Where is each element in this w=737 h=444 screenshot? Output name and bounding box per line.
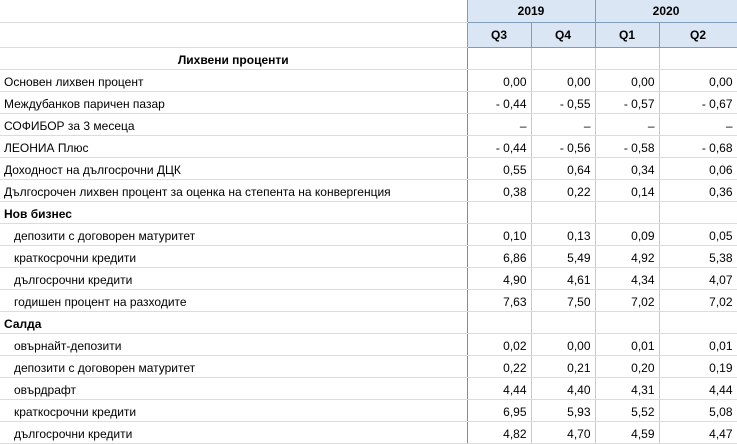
table-row (0, 267, 737, 289)
table-row (0, 113, 737, 135)
row-label: овърдрафт (0, 377, 467, 399)
row-label: краткосрочни кредити (0, 399, 467, 421)
value-cell: 0,22 (467, 355, 531, 377)
row-label: дългосрочни кредити (0, 267, 467, 289)
row-label: Междубанков паричен пазар (0, 91, 467, 113)
value-cell (659, 201, 737, 223)
year-header-2019: 2019 (467, 0, 595, 22)
value-cell: 4,47 (659, 421, 737, 443)
row-label: Основен лихвен процент (0, 69, 467, 91)
value-cell: 0,38 (467, 179, 531, 201)
table-row (0, 377, 737, 399)
value-cell (659, 311, 737, 333)
value-cell: 7,02 (659, 289, 737, 311)
value-cell: - 0,56 (531, 135, 595, 157)
row-label: краткосрочни кредити (0, 245, 467, 267)
value-cell: 0,00 (531, 69, 595, 91)
value-cell: 4,82 (467, 421, 531, 443)
table-row (0, 223, 737, 245)
value-cell: 0,01 (659, 333, 737, 355)
row-label: Доходност на дългосрочни ДЦК (0, 157, 467, 179)
value-cell: 6,86 (467, 245, 531, 267)
row-label: Дългосрочен лихвен процент за оценка на степента на конвергенция (0, 179, 467, 201)
value-cell: 5,49 (531, 245, 595, 267)
table-row (0, 179, 737, 201)
row-label: Салда (0, 311, 467, 333)
row-label: дългосрочни кредити (0, 421, 467, 443)
value-cell: 6,95 (467, 399, 531, 421)
table-body (0, 47, 737, 443)
value-cell: - 0,55 (531, 91, 595, 113)
value-cell: 4,59 (595, 421, 659, 443)
value-cell: 4,70 (531, 421, 595, 443)
table-row (0, 311, 737, 333)
value-cell: 0,21 (531, 355, 595, 377)
value-cell: 0,10 (467, 223, 531, 245)
value-cell: 0,00 (531, 333, 595, 355)
value-cell (595, 47, 659, 69)
table-row (0, 355, 737, 377)
value-cell: 0,00 (659, 69, 737, 91)
value-cell: 0,34 (595, 157, 659, 179)
table-row (0, 69, 737, 91)
value-cell (531, 47, 595, 69)
table-row (0, 289, 737, 311)
value-cell: 4,07 (659, 267, 737, 289)
value-cell: - 0,58 (595, 135, 659, 157)
value-cell: - 0,67 (659, 91, 737, 113)
quarter-header-q3: Q3 (467, 22, 531, 47)
value-cell: 7,02 (595, 289, 659, 311)
value-cell (595, 311, 659, 333)
year-header-2020: 2020 (595, 0, 737, 22)
header-empty-cell (0, 0, 467, 22)
value-cell: – (595, 113, 659, 135)
value-cell: 4,92 (595, 245, 659, 267)
table-row (0, 421, 737, 443)
value-cell: 0,00 (467, 69, 531, 91)
value-cell: – (659, 113, 737, 135)
row-label: Нов бизнес (0, 201, 467, 223)
value-cell: 4,40 (531, 377, 595, 399)
value-cell: - 0,68 (659, 135, 737, 157)
value-cell: - 0,57 (595, 91, 659, 113)
value-cell: 0,14 (595, 179, 659, 201)
row-label: ЛЕОНИА Плюс (0, 135, 467, 157)
value-cell: 5,38 (659, 245, 737, 267)
value-cell (531, 201, 595, 223)
value-cell: 4,34 (595, 267, 659, 289)
value-cell: - 0,44 (467, 135, 531, 157)
value-cell: 0,20 (595, 355, 659, 377)
quarter-header-q4: Q4 (531, 22, 595, 47)
value-cell: 0,36 (659, 179, 737, 201)
value-cell: 0,55 (467, 157, 531, 179)
value-cell: 4,44 (467, 377, 531, 399)
value-cell (467, 311, 531, 333)
value-cell: 7,50 (531, 289, 595, 311)
value-cell (595, 201, 659, 223)
row-label: депозити с договорен матуритет (0, 223, 467, 245)
table-row (0, 157, 737, 179)
value-cell: 7,63 (467, 289, 531, 311)
value-cell: 0,22 (531, 179, 595, 201)
row-label: Лихвени проценти (0, 47, 467, 69)
quarter-header-q1: Q1 (595, 22, 659, 47)
value-cell: – (467, 113, 531, 135)
table-row (0, 91, 737, 113)
value-cell: 0,06 (659, 157, 737, 179)
table-row (0, 201, 737, 223)
value-cell: 4,31 (595, 377, 659, 399)
value-cell: – (531, 113, 595, 135)
quarter-header-row (0, 22, 737, 47)
value-cell: 4,44 (659, 377, 737, 399)
value-cell: - 0,44 (467, 91, 531, 113)
value-cell: 5,08 (659, 399, 737, 421)
row-label: депозити с договорен матуритет (0, 355, 467, 377)
value-cell: 0,09 (595, 223, 659, 245)
table-row (0, 47, 737, 69)
table-row (0, 333, 737, 355)
value-cell: 5,93 (531, 399, 595, 421)
value-cell (467, 201, 531, 223)
value-cell: 0,13 (531, 223, 595, 245)
quarter-header-q2: Q2 (659, 22, 737, 47)
value-cell (531, 311, 595, 333)
row-label: овърнайт-депозити (0, 333, 467, 355)
row-label: годишен процент на разходите (0, 289, 467, 311)
value-cell (467, 47, 531, 69)
year-header-row (0, 0, 737, 22)
row-label: СОФИБОР за 3 месеца (0, 113, 467, 135)
table-row (0, 245, 737, 267)
value-cell: 0,64 (531, 157, 595, 179)
value-cell: 0,01 (595, 333, 659, 355)
value-cell: 0,00 (595, 69, 659, 91)
value-cell: 0,05 (659, 223, 737, 245)
value-cell (659, 47, 737, 69)
value-cell: 4,61 (531, 267, 595, 289)
header-empty-cell (0, 22, 467, 47)
value-cell: 5,52 (595, 399, 659, 421)
value-cell: 0,19 (659, 355, 737, 377)
table-row (0, 135, 737, 157)
value-cell: 0,02 (467, 333, 531, 355)
table-row (0, 399, 737, 421)
value-cell: 4,90 (467, 267, 531, 289)
